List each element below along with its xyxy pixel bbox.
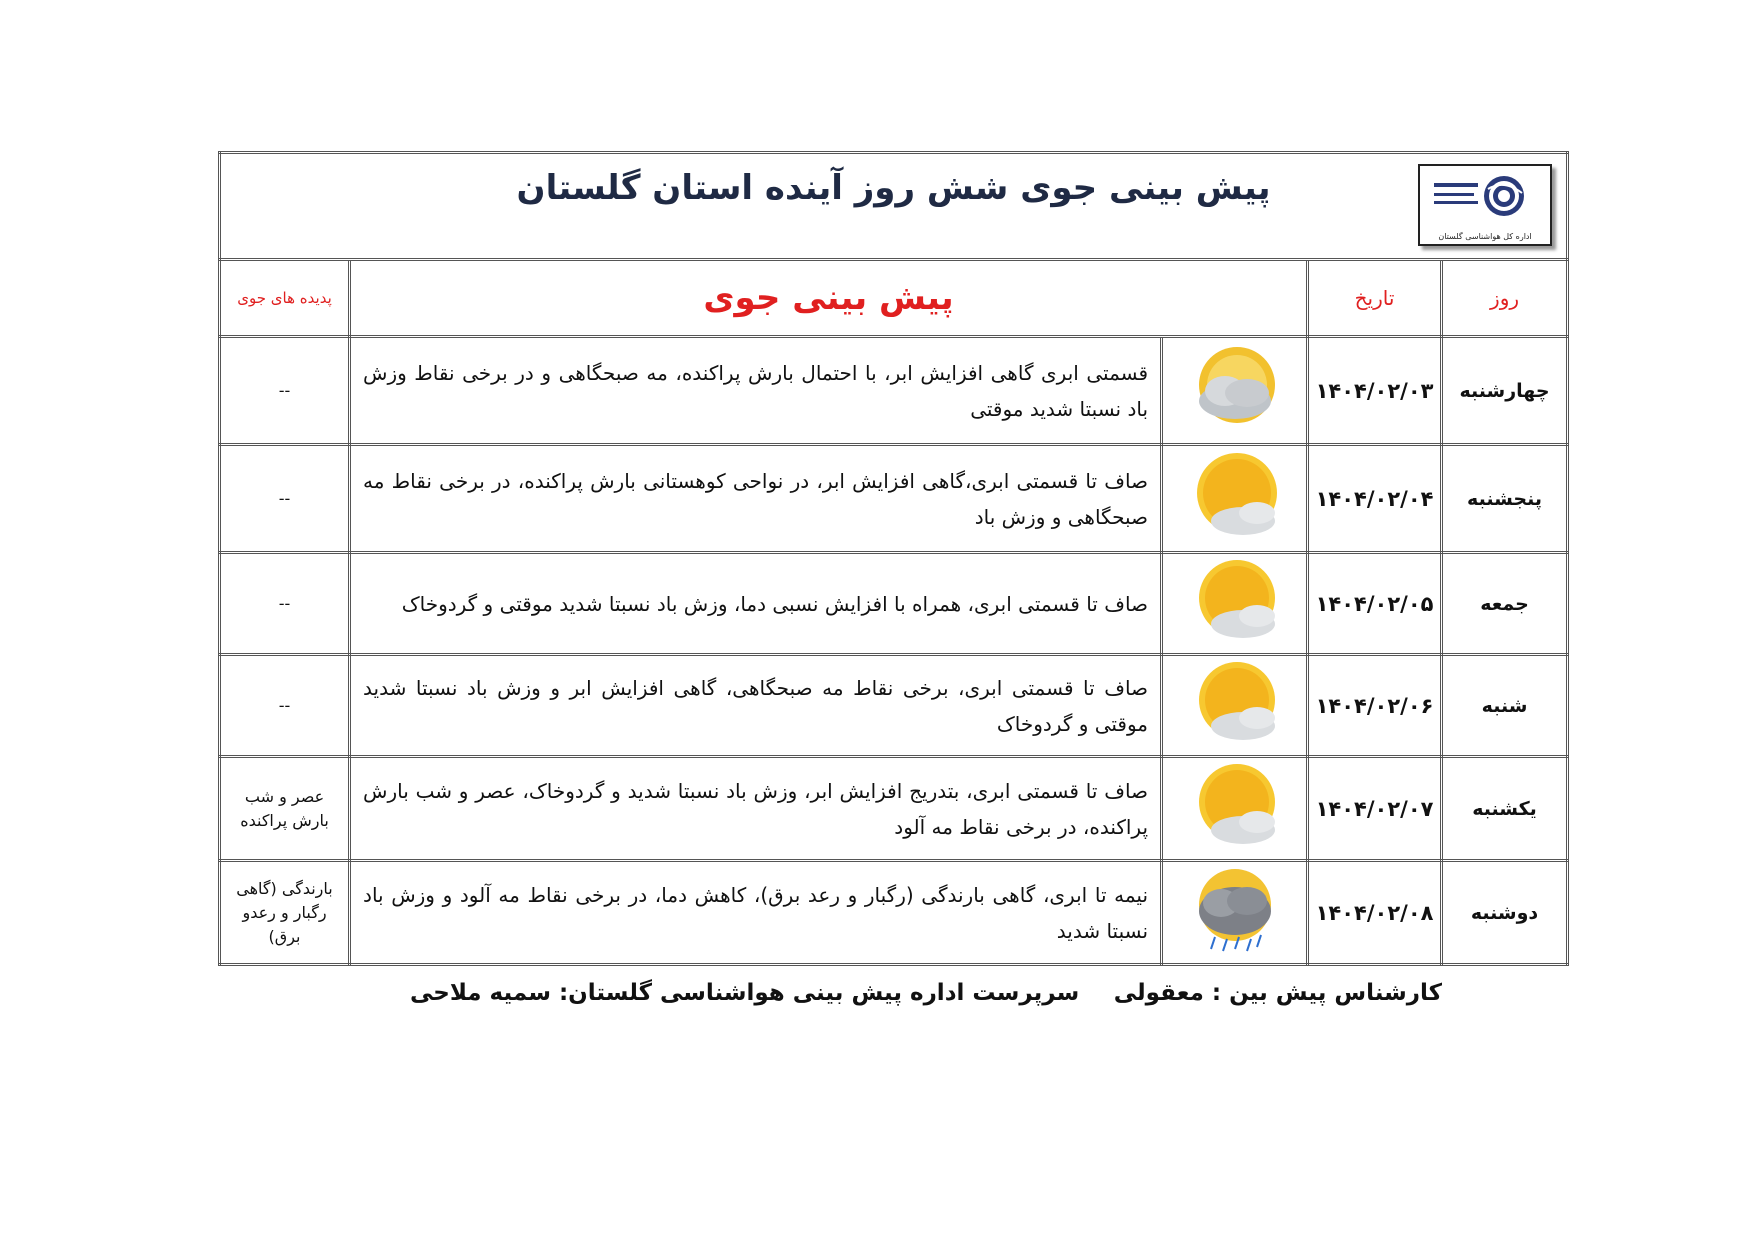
hazard-cell: --	[220, 337, 350, 445]
header-day-label: روز	[1490, 286, 1520, 310]
forecast-cell: صاف تا قسمتی ابری، همراه با افزایش نسبی دما، وزش باد نسبتا شدید موقتی و گردوخاک	[350, 553, 1162, 655]
date-cell: ۱۴۰۴/۰۲/۰۳	[1308, 337, 1442, 445]
page-title: پیش بینی جوی شش روز آینده استان گلستان	[516, 168, 1271, 208]
day-cell: چهارشنبه	[1442, 337, 1568, 445]
table-row	[220, 553, 1568, 655]
table-row	[220, 337, 1568, 445]
sun-cloud-icon	[1185, 449, 1285, 545]
date-cell: ۱۴۰۴/۰۲/۰۶	[1308, 655, 1442, 757]
hazard-cell: --	[220, 445, 350, 553]
day-cell: جمعه	[1442, 553, 1568, 655]
header-day	[1442, 260, 1568, 337]
forecast-cell: نیمه تا ابری، گاهی بارندگی (رگبار و رعد برق)، کاهش دما، در برخی نقاط مه آلود و وزش باد نسبتا شدید	[350, 861, 1162, 965]
day-cell: پنجشنبه	[1442, 445, 1568, 553]
header-hazards-label: پدیده های جوی	[237, 289, 332, 307]
table-row	[220, 445, 1568, 553]
day-cell: دوشنبه	[1442, 861, 1568, 965]
hazard-cell: عصر و شب بارش پراکنده	[220, 757, 350, 861]
icon-cell	[1162, 337, 1308, 445]
forecast-cell: صاف تا قسمتی ابری، بتدریج افزایش ابر، وزش باد نسبتا شدید و گردوخاک، عصر و شب بارش پراکنده، در برخی نقاط مه آلود	[350, 757, 1162, 861]
day-cell: یکشنبه	[1442, 757, 1568, 861]
hazard-cell: --	[220, 553, 350, 655]
header-hazards	[220, 260, 350, 337]
supervisor-signature: سرپرست اداره پیش بینی هواشناسی گلستان: سمیه ملاحی	[410, 980, 1080, 1006]
header-date	[1308, 260, 1442, 337]
date-cell: ۱۴۰۴/۰۲/۰۴	[1308, 445, 1442, 553]
rain-cloud-icon	[1185, 863, 1285, 959]
table-row	[220, 655, 1568, 757]
partly-cloudy-icon	[1185, 341, 1285, 437]
table-row	[220, 861, 1568, 965]
sun-cloud-icon	[1185, 658, 1285, 750]
sun-cloud-icon	[1185, 556, 1285, 648]
forecast-cell: قسمتی ابری گاهی افزایش ابر، با احتمال بارش پراکنده، مه صبحگاهی و در برخی نقاط وزش باد نسبتا شدید موقتی	[350, 337, 1162, 445]
forecast-cell: صاف تا قسمتی ابری،گاهی افزایش ابر، در نواحی کوهستانی بارش پراکنده، در برخی نقاط مه صبحگاهی و وزش باد	[350, 445, 1162, 553]
logo-caption: اداره کل هواشناسی گلستان	[1438, 232, 1532, 241]
title-row	[220, 153, 1568, 260]
table-row	[220, 757, 1568, 861]
forecaster-signature: کارشناس پیش بین : معقولی	[1113, 980, 1442, 1006]
icon-cell	[1162, 655, 1308, 757]
icon-cell	[1162, 553, 1308, 655]
forecast-table	[218, 151, 1569, 966]
date-cell: ۱۴۰۴/۰۲/۰۷	[1308, 757, 1442, 861]
icon-cell	[1162, 445, 1308, 553]
header-forecast	[350, 260, 1308, 337]
date-cell: ۱۴۰۴/۰۲/۰۸	[1308, 861, 1442, 965]
day-cell: شنبه	[1442, 655, 1568, 757]
forecast-sheet	[218, 151, 1566, 966]
forecast-cell: صاف تا قسمتی ابری، برخی نقاط مه صبحگاهی، گاهی افزایش ابر و وزش باد نسبتا شدید موقتی و گردوخاک	[350, 655, 1162, 757]
header-date-label: تاریخ	[1354, 286, 1395, 310]
date-cell: ۱۴۰۴/۰۲/۰۵	[1308, 553, 1442, 655]
icon-cell	[1162, 757, 1308, 861]
icon-cell	[1162, 861, 1308, 965]
hazard-cell: --	[220, 655, 350, 757]
hazard-cell: بارندگی (گاهی رگبار و رعدو برق)	[220, 861, 350, 965]
header-forecast-label: پیش بینی جوی	[703, 278, 954, 318]
sun-cloud-icon	[1185, 760, 1285, 854]
